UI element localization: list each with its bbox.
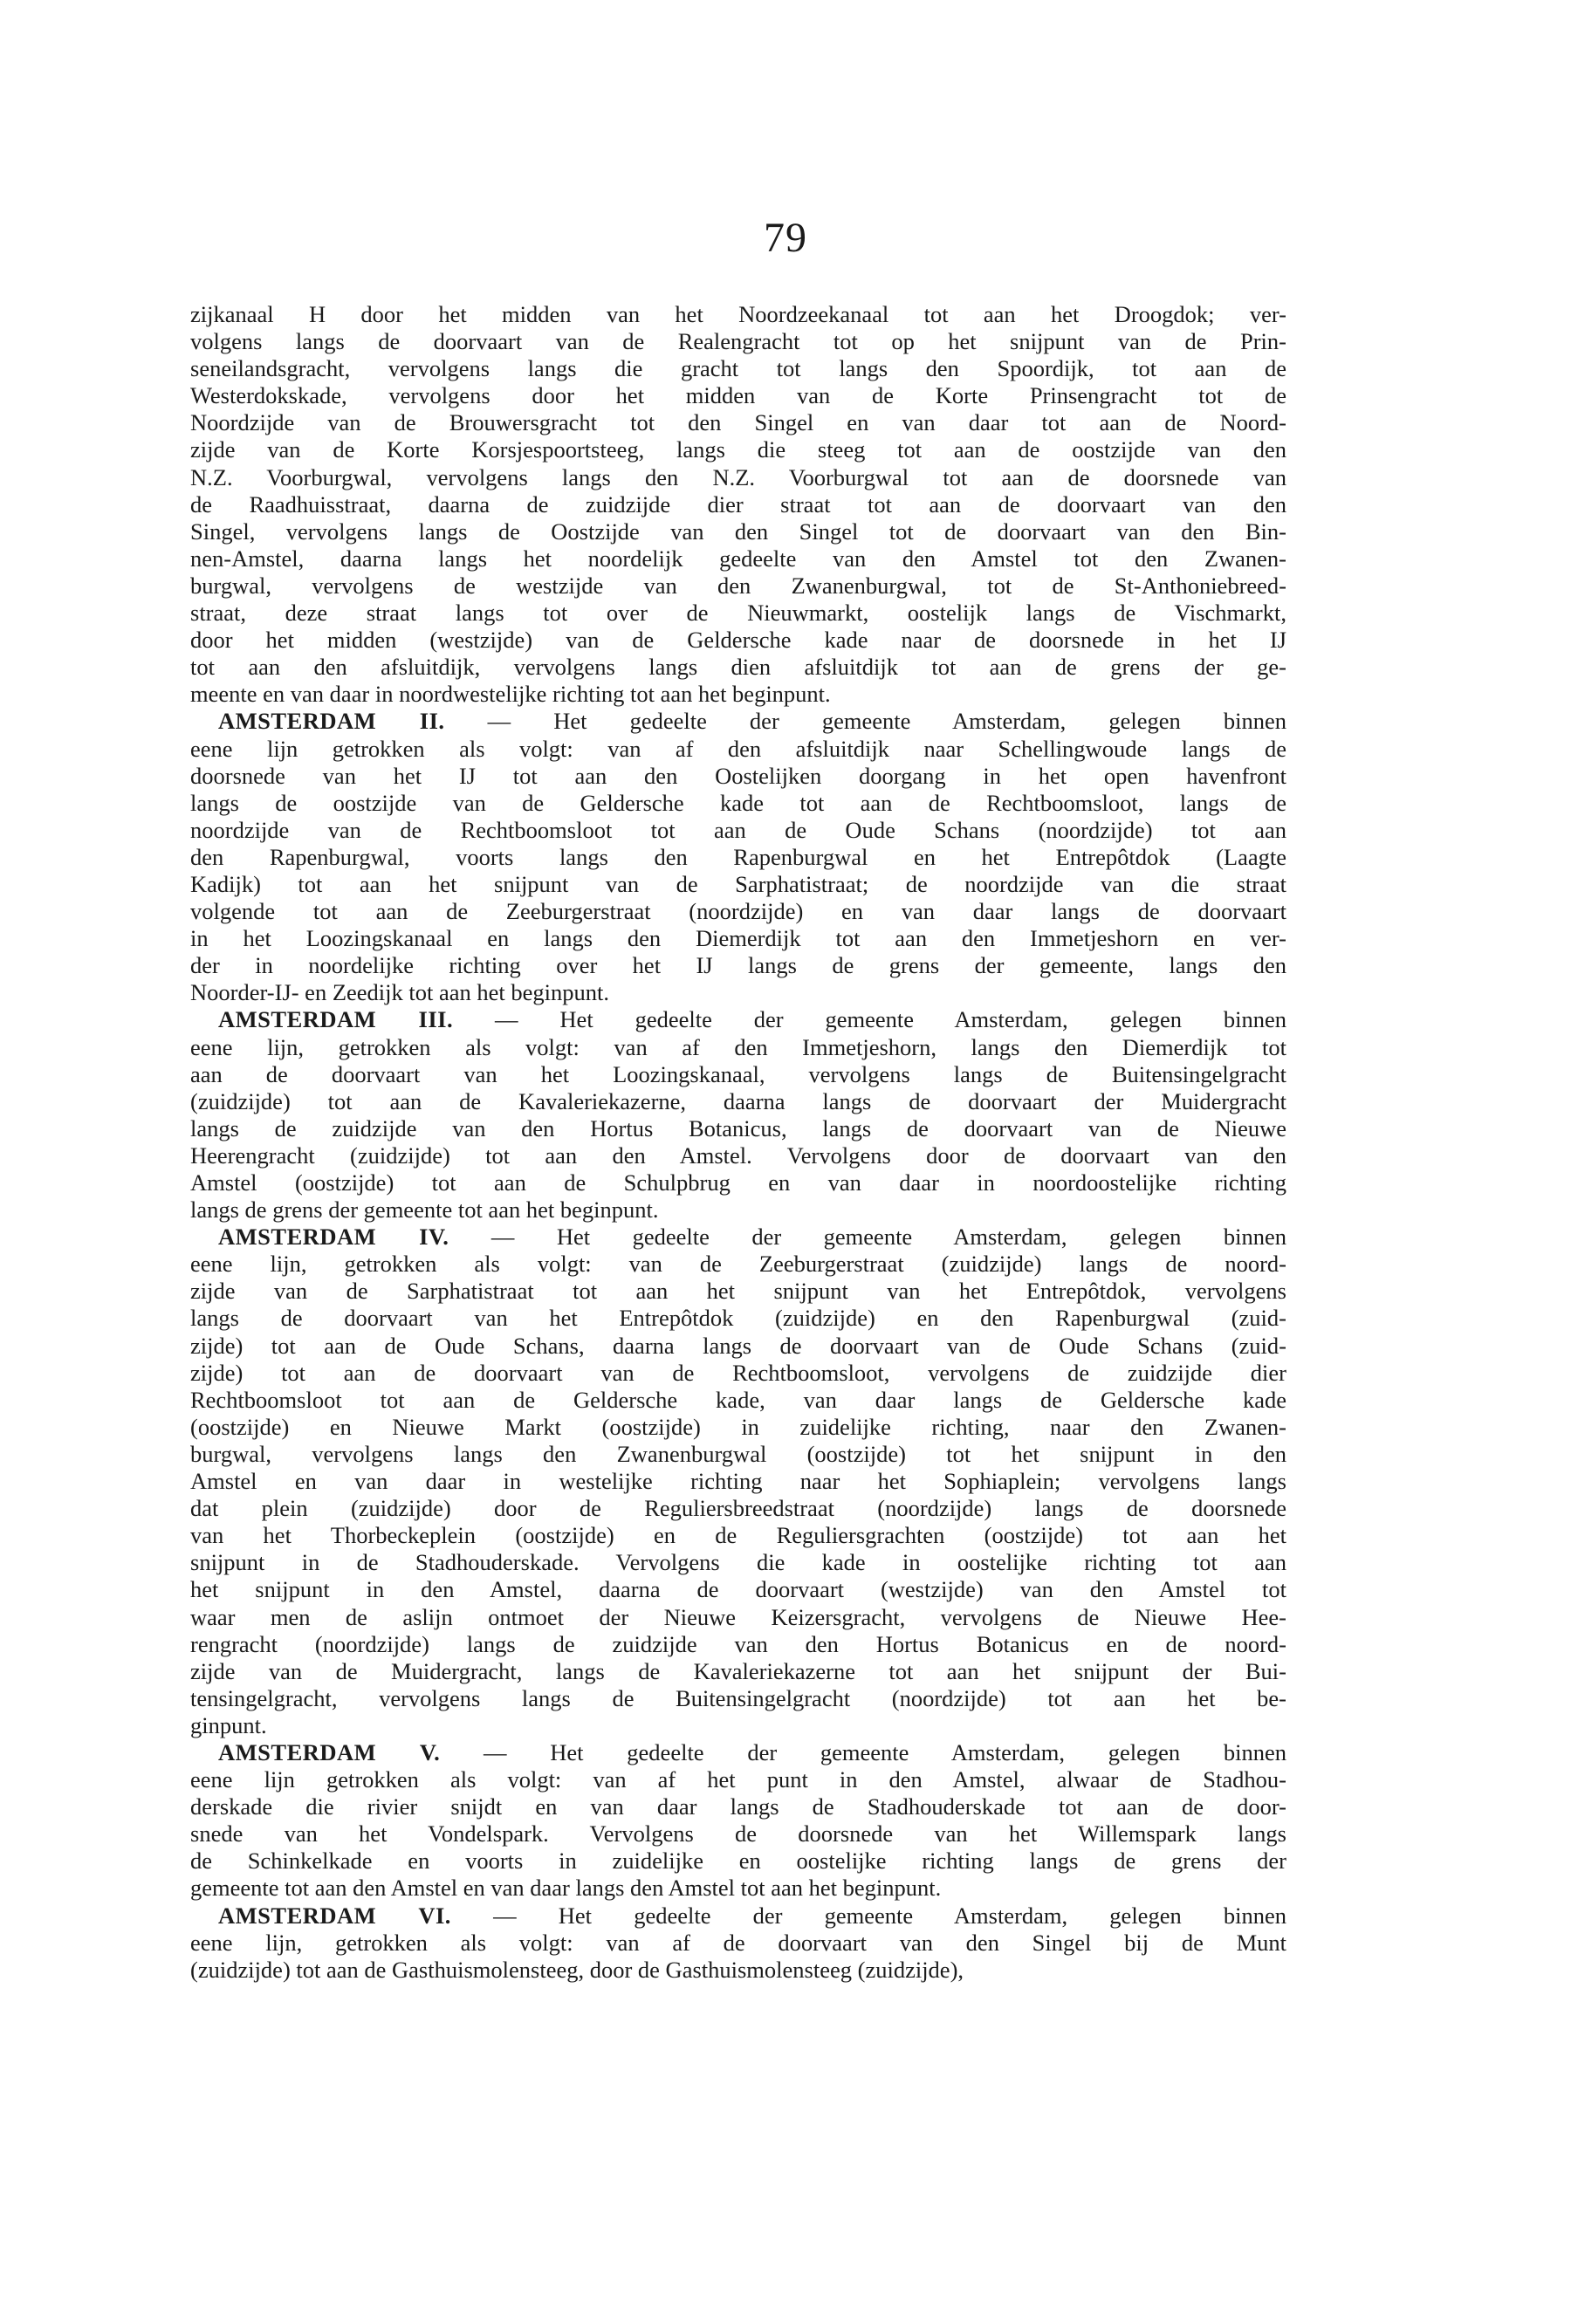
section-heading: AMSTERDAM IV.	[218, 1224, 449, 1251]
text-line: Amstel (oostzijde) tot aan de Schulpbrug en van daar in noordoostelijke richting	[190, 1169, 1286, 1196]
section-paragraph	[190, 1739, 1286, 1902]
section-heading: AMSTERDAM V.	[218, 1738, 441, 1765]
text-line: de Schinkelkade en voorts in zuidelijke en oostelijke richting langs de grens der	[190, 1848, 1286, 1875]
text-line: (oostzijde) en Nieuwe Markt (oostzijde) in zuidelijke richting, naar den Zwanen-	[190, 1413, 1286, 1440]
text-line: aan de doorvaart van het Loozingskanaal, vervolgens langs de Buitensingelgracht	[190, 1060, 1286, 1087]
text-line: tensingelgracht, vervolgens langs de Buitensingelgracht (noordzijde) tot aan het be-	[190, 1684, 1286, 1711]
text-line: langs de zuidzijde van den Hortus Botanicus, langs de doorvaart van de Nieuwe	[190, 1114, 1286, 1141]
text-line	[190, 1902, 1286, 1930]
text-line: seneilandsgracht, vervolgens langs die gracht tot langs den Spoordijk, tot aan de	[190, 355, 1286, 382]
continuation-paragraph	[190, 301, 1286, 708]
text-line	[190, 1739, 1286, 1766]
text-line: snijpunt in de Stadhouderskade. Vervolgens die kade in oostelijke richting tot aan	[190, 1549, 1286, 1576]
text-line	[190, 708, 1286, 735]
section-paragraph	[190, 1006, 1286, 1224]
section-heading: AMSTERDAM III.	[218, 1006, 454, 1033]
section-paragraph	[190, 708, 1286, 1006]
text-line: Heerengracht (zuidzijde) tot aan den Amstel. Vervolgens door de doorvaart van den	[190, 1141, 1286, 1169]
text-run: — Het gedeelte der gemeente Amsterdam, gelegen binnen	[450, 1902, 1286, 1929]
text-line: ginpunt.	[190, 1711, 267, 1738]
text-line: door het midden (westzijde) van de Geldersche kade naar de doorsnede in het IJ	[190, 627, 1286, 654]
text-line: waar men de aslijn ontmoet der Nieuwe Keizersgracht, vervolgens de Nieuwe Hee-	[190, 1603, 1286, 1630]
text-line: eene lijn getrokken als volgt: van af het punt in den Amstel, alwaar de Stadhou-	[190, 1766, 1286, 1793]
text-line: rengracht (noordzijde) langs de zuidzijde van den Hortus Botanicus en de noord-	[190, 1630, 1286, 1657]
text-line: langs de doorvaart van het Entrepôtdok (zuidzijde) en den Rapenburgwal (zuid-	[190, 1305, 1286, 1332]
body-text	[190, 301, 1286, 1984]
text-line: Kadijk) tot aan het snijpunt van de Sarphatistraat; de noordzijde van die straat	[190, 870, 1286, 897]
text-line: (zuidzijde) tot aan de Gasthuismolensteeg, door de Gasthuismolensteeg (zuidzijde),	[190, 1956, 964, 1983]
text-line: eene lijn, getrokken als volgt: van af den Immetjeshorn, langs den Diemerdijk tot	[190, 1033, 1286, 1060]
text-line: langs de oostzijde van de Geldersche kade tot aan de Rechtboomsloot, langs de	[190, 789, 1286, 816]
text-run: — Het gedeelte der gemeente Amsterdam, gelegen binnen	[449, 1224, 1286, 1251]
text-line: (zuidzijde) tot aan de Kavaleriekazerne, daarna langs de doorvaart der Muidergracht	[190, 1087, 1286, 1114]
text-line: noordzijde van de Rechtboomsloot tot aan de Oude Schans (noordzijde) tot aan	[190, 816, 1286, 843]
text-line: Noorder-IJ- en Zeedijk tot aan het beginpunt.	[190, 979, 609, 1006]
text-line: Singel, vervolgens langs de Oostzijde van den Singel tot de doorvaart van den Bin-	[190, 518, 1286, 545]
text-line: Rechtboomsloot tot aan de Geldersche kade, van daar langs de Geldersche kade	[190, 1386, 1286, 1413]
text-line: meente en van daar in noordwestelijke richting tot aan het beginpunt.	[190, 681, 831, 708]
text-line: eene lijn getrokken als volgt: van af den afsluitdijk naar Schellingwoude langs de	[190, 735, 1286, 762]
text-line: van het Thorbeckeplein (oostzijde) en de Reguliersgrachten (oostzijde) tot aan het	[190, 1522, 1286, 1549]
section-paragraph	[190, 1902, 1286, 1984]
text-line: tot aan den afsluitdijk, vervolgens langs dien afsluitdijk tot aan de grens der ge-	[190, 654, 1286, 681]
text-line: derskade die rivier snijdt en van daar langs de Stadhouderskade tot aan de door-	[190, 1793, 1286, 1820]
text-line: zijde) tot aan de doorvaart van de Rechtboomsloot, vervolgens de zuidzijde dier	[190, 1359, 1286, 1386]
text-line: gemeente tot aan den Amstel en van daar langs den Amstel tot aan het beginpunt.	[190, 1875, 942, 1902]
text-line: Westerdokskade, vervolgens door het midden van de Korte Prinsengracht tot de	[190, 382, 1286, 409]
text-line: Noordzijde van de Brouwersgracht tot den Singel en van daar tot aan de Noord-	[190, 409, 1286, 436]
text-line: doorsnede van het IJ tot aan den Oostelijken doorgang in het open havenfront	[190, 762, 1286, 789]
text-line: N.Z. Voorburgwal, vervolgens langs den N.Z. Voorburgwal tot aan de doorsnede van	[190, 463, 1286, 490]
text-run: — Het gedeelte der gemeente Amsterdam, gelegen binnen	[444, 708, 1286, 735]
text-line: Amstel en van daar in westelijke richting naar het Sophiaplein; vervolgens langs	[190, 1468, 1286, 1495]
text-line: het snijpunt in den Amstel, daarna de doorvaart (westzijde) van den Amstel tot	[190, 1576, 1286, 1603]
text-line	[190, 1224, 1286, 1251]
text-line: de Raadhuisstraat, daarna de zuidzijde dier straat tot aan de doorvaart van den	[190, 490, 1286, 518]
text-line: burgwal, vervolgens de westzijde van den Zwanenburgwal, tot de St-Anthoniebreed-	[190, 572, 1286, 599]
section-heading: AMSTERDAM II.	[218, 708, 445, 735]
text-line: volgende tot aan de Zeeburgerstraat (noordzijde) en van daar langs de doorvaart	[190, 898, 1286, 925]
text-line: snede van het Vondelspark. Vervolgens de doorsnede van het Willemspark langs	[190, 1820, 1286, 1848]
text-line: zijkanaal H door het midden van het Noordzeekanaal tot aan het Droogdok; ver-	[190, 301, 1286, 327]
text-line: burgwal, vervolgens langs den Zwanenburgwal (oostzijde) tot het snijpunt in den	[190, 1440, 1286, 1467]
section-heading: AMSTERDAM VI.	[218, 1902, 451, 1929]
text-line: volgens langs de doorvaart van de Realengracht tot op het snijpunt van de Prin-	[190, 328, 1286, 355]
text-line: straat, deze straat langs tot over de Nieuwmarkt, oostelijk langs de Vischmarkt,	[190, 600, 1286, 627]
text-line: langs de grens der gemeente tot aan het beginpunt.	[190, 1196, 659, 1224]
text-line	[190, 1006, 1286, 1033]
section-paragraph	[190, 1224, 1286, 1739]
text-line: in het Loozingskanaal en langs den Diemerdijk tot aan den Immetjeshorn en ver-	[190, 925, 1286, 952]
text-line: zijde van de Muidergracht, langs de Kavaleriekazerne tot aan het snijpunt der Bui-	[190, 1657, 1286, 1684]
text-run: — Het gedeelte der gemeente Amsterdam, gelegen binnen	[440, 1738, 1286, 1765]
text-line: eene lijn, getrokken als volgt: van af de doorvaart van den Singel bij de Munt	[190, 1929, 1286, 1956]
text-run: — Het gedeelte der gemeente Amsterdam, gelegen binnen	[453, 1006, 1286, 1033]
page-number: 79	[764, 215, 807, 261]
text-line: nen-Amstel, daarna langs het noordelijk gedeelte van den Amstel tot den Zwanen-	[190, 545, 1286, 572]
text-line: zijde van de Sarphatistraat tot aan het snijpunt van het Entrepôtdok, vervolgens	[190, 1278, 1286, 1305]
text-line: der in noordelijke richting over het IJ langs de grens der gemeente, langs den	[190, 952, 1286, 979]
text-line: dat plein (zuidzijde) door de Reguliersbreedstraat (noordzijde) langs de doorsnede	[190, 1495, 1286, 1522]
text-line: eene lijn, getrokken als volgt: van de Zeeburgerstraat (zuidzijde) langs de noord-	[190, 1251, 1286, 1278]
text-line: zijde) tot aan de Oude Schans, daarna langs de doorvaart van de Oude Schans (zuid-	[190, 1332, 1286, 1359]
text-line: zijde van de Korte Korsjespoortsteeg, langs die steeg tot aan de oostzijde van den	[190, 436, 1286, 463]
text-line: den Rapenburgwal, voorts langs den Rapenburgwal en het Entrepôtdok (Laagte	[190, 843, 1286, 870]
